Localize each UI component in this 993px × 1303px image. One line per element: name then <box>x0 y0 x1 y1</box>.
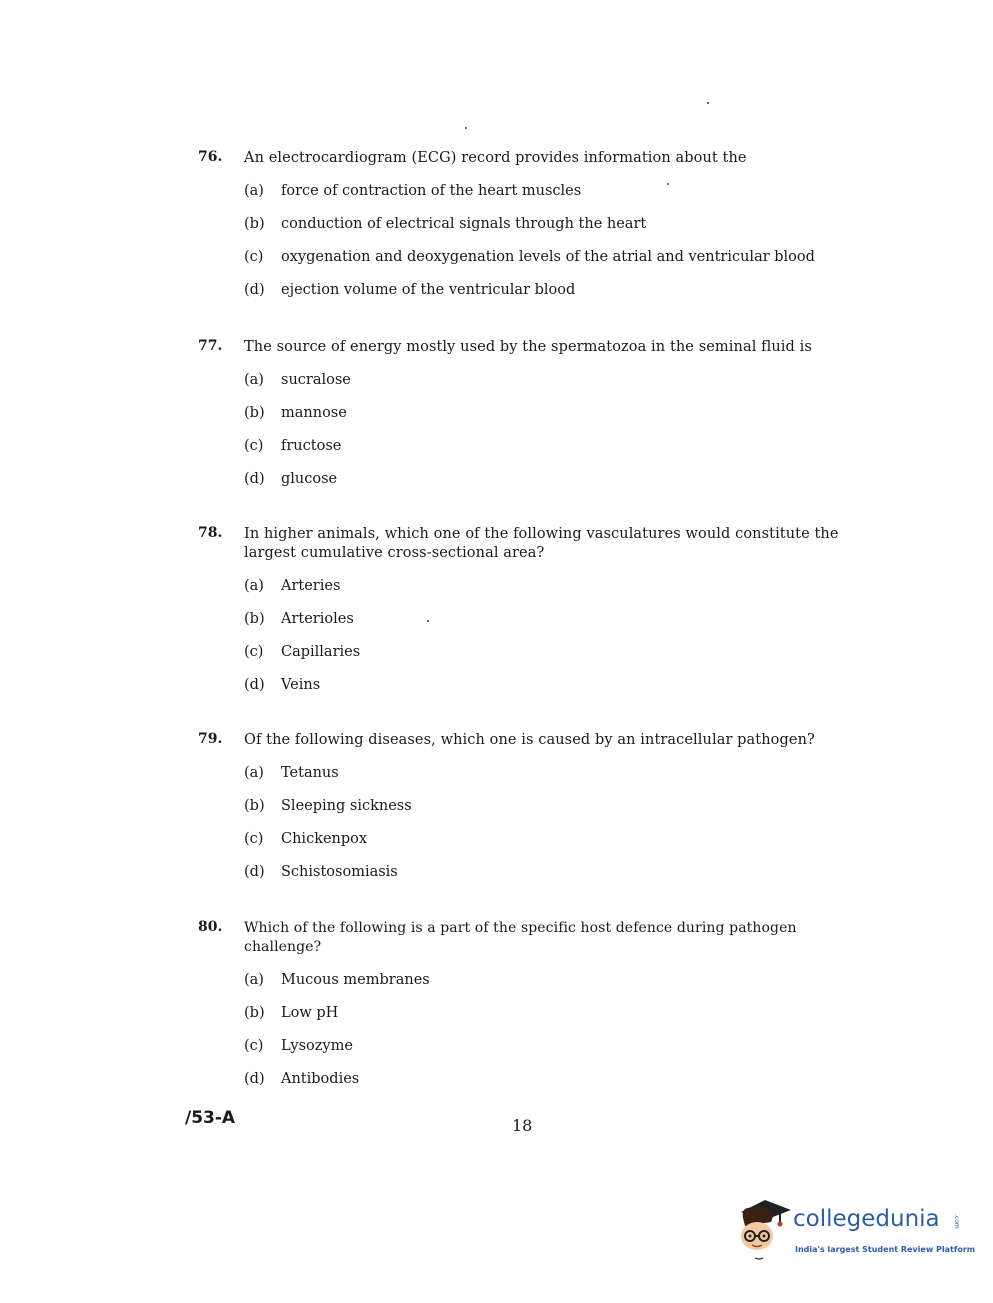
option-label: (b) <box>244 405 265 421</box>
option-label: (a) <box>244 578 264 594</box>
question-number: 79. <box>198 731 223 747</box>
option-label: (c) <box>244 644 264 660</box>
option-text: Lysozyme <box>281 1038 353 1054</box>
option-text: oxygenation and deoxygenation levels of the atrial and ventricular blood <box>281 249 815 265</box>
option-c <box>244 437 878 470</box>
question-78 <box>198 525 878 709</box>
option-text: conduction of electrical signals through the heart <box>281 216 647 232</box>
option-label: (d) <box>244 864 265 880</box>
option-b <box>244 215 878 248</box>
question-text: In higher animals, which one of the following vasculatures would constitute the largest cumulative cross-sectional area? <box>244 526 839 561</box>
option-label: (b) <box>244 611 265 627</box>
option-c <box>244 830 878 863</box>
question-76 <box>198 149 878 314</box>
option-text: ejection volume of the ventricular blood <box>281 282 576 298</box>
scan-speck <box>465 127 467 129</box>
option-b <box>244 404 878 437</box>
option-label: (c) <box>244 1038 264 1054</box>
question-text: An electrocardiogram (ECG) record provides information about the <box>244 150 747 166</box>
option-c <box>244 248 878 281</box>
mascot-icon <box>735 1196 793 1262</box>
option-text: Arterioles <box>281 611 354 627</box>
option-c <box>244 1037 878 1070</box>
question-number: 80. <box>198 919 223 935</box>
paper-code: /53-A <box>185 1108 236 1128</box>
brand-tagline: India's largest Student Review Platform <box>795 1245 976 1254</box>
option-label: (c) <box>244 249 264 265</box>
option-d <box>244 1070 878 1103</box>
page-number: 18 <box>512 1116 533 1135</box>
option-text: Sleeping sickness <box>281 798 412 814</box>
option-text: force of contraction of the heart muscles <box>281 183 582 199</box>
option-d <box>244 470 878 503</box>
question-79 <box>198 731 878 896</box>
question-number: 78. <box>198 525 223 541</box>
option-list <box>244 971 878 1103</box>
option-list <box>244 764 878 896</box>
option-text: Arteries <box>281 578 341 594</box>
question-text: The source of energy mostly used by the spermatozoa in the seminal fluid is <box>244 339 812 355</box>
option-label: (d) <box>244 282 265 298</box>
option-d <box>244 281 878 314</box>
option-text: Schistosomiasis <box>281 864 398 880</box>
option-c <box>244 643 878 676</box>
option-d <box>244 863 878 896</box>
option-text: mannose <box>281 405 347 421</box>
option-label: (a) <box>244 972 264 988</box>
option-list <box>244 182 878 314</box>
option-text: Veins <box>281 677 321 693</box>
brand-name: collegedunia <box>793 1206 940 1232</box>
option-list <box>244 371 878 503</box>
option-a <box>244 182 878 215</box>
option-d <box>244 676 878 709</box>
option-b <box>244 1004 878 1037</box>
option-a <box>244 371 878 404</box>
option-label: (d) <box>244 471 265 487</box>
option-text: Chickenpox <box>281 831 368 847</box>
option-label: (b) <box>244 1005 265 1021</box>
collegedunia-watermark <box>735 1196 976 1266</box>
option-label: (d) <box>244 677 265 693</box>
option-text: Tetanus <box>281 765 339 781</box>
option-label: (a) <box>244 765 264 781</box>
question-77 <box>198 338 878 503</box>
question-number: 77. <box>198 338 223 354</box>
option-text: Low pH <box>281 1005 339 1021</box>
question-number: 76. <box>198 149 223 165</box>
option-label: (b) <box>244 216 265 232</box>
question-text: Of the following diseases, which one is caused by an intracellular pathogen? <box>244 732 815 748</box>
option-label: (a) <box>244 183 264 199</box>
option-label: (b) <box>244 798 265 814</box>
scan-speck <box>707 102 709 104</box>
option-label: (a) <box>244 372 264 388</box>
option-list <box>244 577 878 709</box>
option-label: (c) <box>244 438 264 454</box>
option-a <box>244 971 878 1004</box>
option-label: (d) <box>244 1071 265 1087</box>
brand-domain-suffix: .com <box>953 1214 960 1229</box>
option-label: (c) <box>244 831 264 847</box>
question-text: Which of the following is a part of the specific host defence during pathogen challenge? <box>244 920 797 955</box>
option-b <box>244 797 878 830</box>
option-b <box>244 610 878 643</box>
option-a <box>244 764 878 797</box>
option-a <box>244 577 878 610</box>
option-text: Mucous membranes <box>281 972 430 988</box>
option-text: Capillaries <box>281 644 361 660</box>
option-text: sucralose <box>281 372 351 388</box>
option-text: glucose <box>281 471 338 487</box>
option-text: Antibodies <box>281 1071 360 1087</box>
option-text: fructose <box>281 438 342 454</box>
question-80 <box>198 919 878 1103</box>
